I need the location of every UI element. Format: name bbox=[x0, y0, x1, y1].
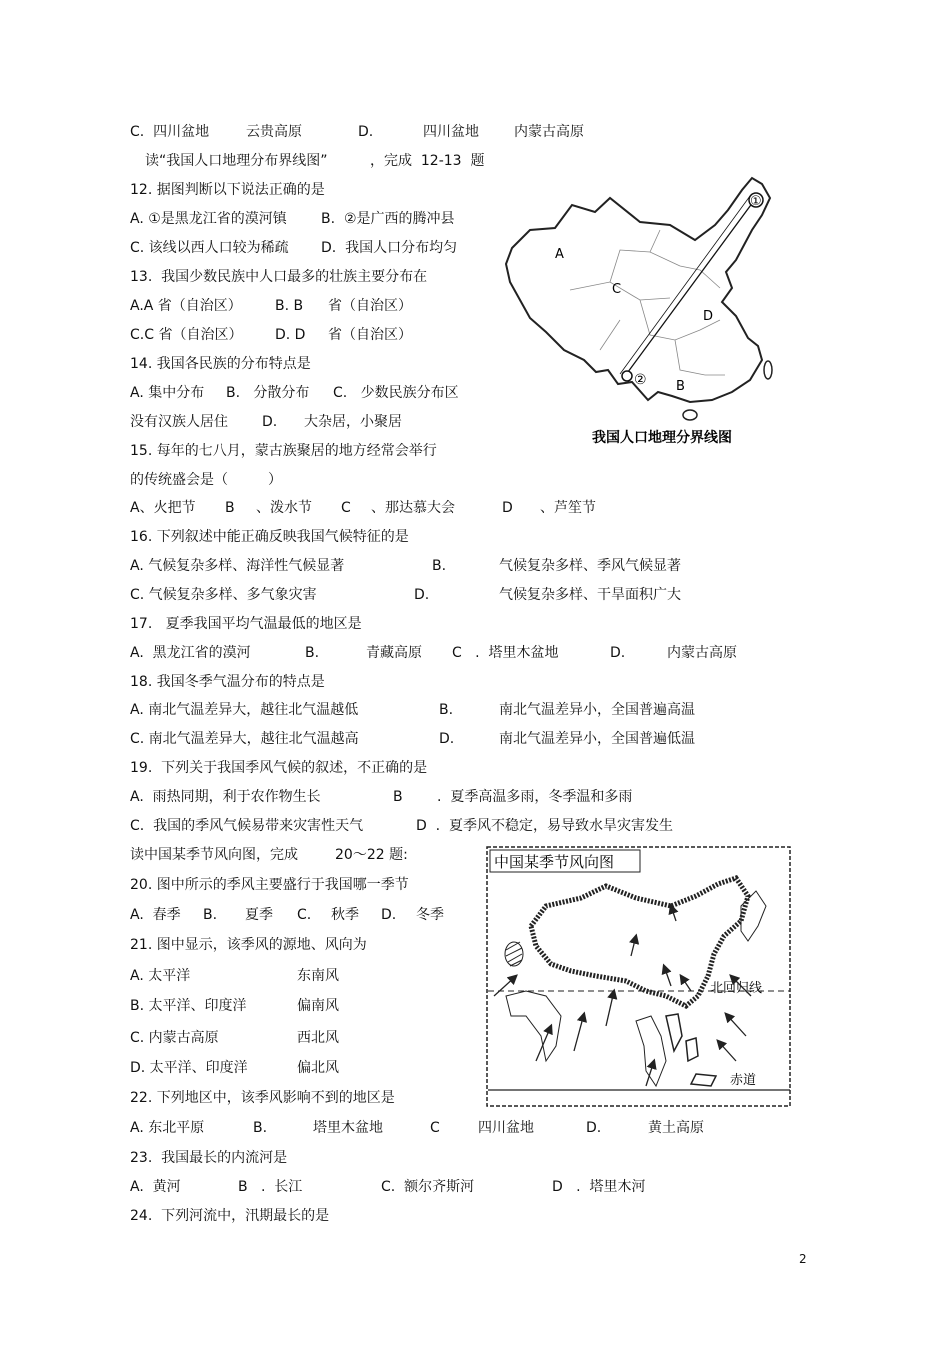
text-line-l19-0: A. 黑龙江省的漠河 bbox=[130, 645, 251, 661]
text-line-l08-2: 省（自治区） bbox=[328, 327, 412, 343]
text-line-l24-0: A. 雨热同期，利于农作物生长 bbox=[130, 789, 321, 805]
text-line-l26-0: 读中国某季节风向图，完成 bbox=[130, 847, 298, 863]
tropic-label: 北回归线 bbox=[710, 981, 763, 996]
population-line-map bbox=[500, 170, 800, 455]
text-line-l16-1: B. bbox=[432, 558, 447, 574]
text-line-l33-0: D. 太平洋、印度洋 bbox=[130, 1060, 248, 1076]
text-line-l19-2: 青藏高原 bbox=[366, 645, 422, 661]
text-line-l23-0: 19. 下列关于我国季风气候的叙述，不正确的是 bbox=[130, 760, 428, 776]
text-line-l28-0: A. 春季 bbox=[130, 907, 181, 923]
text-line-l37-3: D . 塔里木河 bbox=[552, 1179, 646, 1195]
text-line-l35-5: D. bbox=[586, 1120, 602, 1136]
text-line-l35-3: C bbox=[430, 1120, 440, 1136]
text-line-l33-1: 偏北风 bbox=[297, 1060, 339, 1076]
text-line-l10-0: A. 集中分布 bbox=[130, 385, 205, 401]
text-line-l19-3: C . 塔里木盆地 bbox=[452, 645, 559, 661]
text-line-l11-0: 没有汉族人居住 bbox=[130, 414, 228, 430]
text-line-l37-1: B . 长江 bbox=[238, 1179, 303, 1195]
text-line-l18-0: 17. 夏季我国平均气温最低的地区是 bbox=[130, 616, 362, 632]
map1-caption: 我国人口地理分界线图 bbox=[592, 430, 732, 446]
text-line-l28-3: C. bbox=[297, 907, 312, 923]
text-line-l01-0: C. 四川盆地 bbox=[130, 124, 210, 140]
china-outline bbox=[506, 178, 770, 402]
text-line-l32-1: 西北风 bbox=[297, 1030, 339, 1046]
text-line-l22-2: 南北气温差异小，全国普遍低温 bbox=[499, 731, 695, 747]
text-line-l07-0: A.A 省（自治区） bbox=[130, 298, 242, 314]
text-line-l28-2: 夏季 bbox=[245, 907, 273, 923]
text-line-l22-1: D. bbox=[439, 731, 455, 747]
text-line-l16-2: 气候复杂多样、季风气候显著 bbox=[499, 558, 681, 574]
text-line-l25-0: C. 我国的季风气候易带来灾害性天气 bbox=[130, 818, 364, 834]
text-line-l07-1: B. B bbox=[275, 298, 304, 314]
text-line-l05-0: C. 该线以西人口较为稀疏 bbox=[130, 240, 289, 256]
text-line-l22-0: C. 南北气温差异大，越往北气温越高 bbox=[130, 731, 359, 747]
text-line-l34-0: 22. 下列地区中，该季风影响不到的地区是 bbox=[130, 1090, 395, 1106]
text-line-l24-1: B bbox=[393, 789, 403, 805]
text-line-l01-3: 四川盆地 bbox=[423, 124, 479, 140]
text-line-l08-1: D. D bbox=[275, 327, 306, 343]
monsoon-wind-map bbox=[486, 846, 792, 1108]
point-2-label: ② bbox=[634, 372, 647, 388]
text-line-l17-2: 气候复杂多样、干旱面积广大 bbox=[499, 587, 681, 603]
text-line-l06-0: 13. 我国少数民族中人口最多的壮族主要分布在 bbox=[130, 269, 428, 285]
text-line-l20-0: 18. 我国冬季气温分布的特点是 bbox=[130, 674, 325, 690]
text-line-l25-1: D . 夏季风不稳定，易导致水旱灾害发生 bbox=[416, 818, 674, 834]
text-line-l15-0: 16. 下列叙述中能正确反映我国气候特征的是 bbox=[130, 529, 409, 545]
point-1-label: ① bbox=[750, 194, 762, 209]
text-line-l30-1: 东南风 bbox=[297, 968, 339, 984]
text-line-l28-5: D. bbox=[381, 907, 397, 923]
text-line-l37-0: A. 黄河 bbox=[130, 1179, 181, 1195]
text-line-l19-1: B. bbox=[305, 645, 320, 661]
text-line-l38-0: 24. 下列河流中，汛期最长的是 bbox=[130, 1208, 330, 1224]
region-d-label: D bbox=[703, 309, 714, 324]
text-line-l03-0: 12. 据图判断以下说法正确的是 bbox=[130, 182, 325, 198]
text-line-l02-0: 读“我国人口地理分布界线图” bbox=[145, 153, 328, 169]
text-line-l35-6: 黄土高原 bbox=[648, 1120, 704, 1136]
text-line-l19-5: 内蒙古高原 bbox=[667, 645, 737, 661]
text-line-l28-4: 秋季 bbox=[331, 907, 359, 923]
text-line-l14-5: D bbox=[502, 500, 513, 516]
page-number: 2 bbox=[799, 1252, 807, 1266]
text-line-l17-1: D. bbox=[414, 587, 430, 603]
text-line-l09-0: 14. 我国各民族的分布特点是 bbox=[130, 356, 311, 372]
map2-title: 中国某季节风向图 bbox=[494, 853, 615, 871]
text-line-l30-0: A. 太平洋 bbox=[130, 968, 191, 984]
text-line-l35-2: 塔里木盆地 bbox=[313, 1120, 383, 1136]
text-line-l26-1: 20～22 题: bbox=[335, 847, 408, 863]
text-line-l01-4: 内蒙古高原 bbox=[514, 124, 584, 140]
text-line-l12-0: 15. 每年的七八月，蒙古族聚居的地方经常会举行 bbox=[130, 443, 437, 459]
text-line-l14-4: 、那达慕大会 bbox=[371, 500, 455, 516]
text-line-l19-4: D. bbox=[610, 645, 626, 661]
text-line-l07-2: 省（自治区） bbox=[328, 298, 412, 314]
text-line-l11-1: D. bbox=[262, 414, 278, 430]
region-c-label: C bbox=[612, 282, 622, 297]
text-line-l29-0: 21. 图中显示，该季风的源地、风向为 bbox=[130, 937, 367, 953]
text-line-l17-0: C. 气候复杂多样、多气象灾害 bbox=[130, 587, 317, 603]
text-line-l27-0: 20. 图中所示的季风主要盛行于我国哪一季节 bbox=[130, 877, 409, 893]
text-line-l08-0: C.C 省（自治区） bbox=[130, 327, 243, 343]
text-line-l35-4: 四川盆地 bbox=[478, 1120, 534, 1136]
text-line-l04-1: B. ②是广西的腾冲县 bbox=[321, 211, 455, 227]
text-line-l21-0: A. 南北气温差异大，越往北气温越低 bbox=[130, 702, 359, 718]
text-line-l14-6: 、芦笙节 bbox=[540, 500, 596, 516]
map2-frame bbox=[487, 847, 790, 1106]
text-line-l11-2: 大杂居，小聚居 bbox=[304, 414, 402, 430]
text-line-l16-0: A. 气候复杂多样、海洋性气候显著 bbox=[130, 558, 345, 574]
text-line-l10-1: B. 分散分布 bbox=[226, 385, 310, 401]
text-line-l14-3: C bbox=[341, 500, 351, 516]
hu-line bbox=[625, 198, 756, 376]
text-line-l02-1: ，完成 12-13 题 bbox=[370, 153, 485, 169]
text-line-l37-2: C. 额尔齐斯河 bbox=[381, 1179, 475, 1195]
text-line-l14-0: A、火把节 bbox=[130, 500, 196, 516]
text-line-l14-2: 、泼水节 bbox=[256, 500, 312, 516]
text-line-l13-0: 的传统盛会是（ ） bbox=[130, 472, 283, 488]
text-line-l28-6: 冬季 bbox=[416, 907, 444, 923]
text-line-l01-1: 云贵高原 bbox=[246, 124, 302, 140]
text-line-l01-2: D. bbox=[358, 124, 374, 140]
text-line-l05-1: D. 我国人口分布均匀 bbox=[321, 240, 458, 256]
text-line-l31-0: B. 太平洋、印度洋 bbox=[130, 998, 247, 1014]
text-line-l35-0: A. 东北平原 bbox=[130, 1120, 205, 1136]
text-line-l32-0: C. 内蒙古高原 bbox=[130, 1030, 219, 1046]
text-line-l21-2: 南北气温差异小，全国普遍高温 bbox=[499, 702, 695, 718]
text-line-l31-1: 偏南风 bbox=[297, 998, 339, 1014]
text-line-l24-2: . 夏季高温多雨，冬季温和多雨 bbox=[437, 789, 633, 805]
region-b-label: B bbox=[676, 379, 685, 394]
text-line-l35-1: B. bbox=[253, 1120, 268, 1136]
equator-label: 赤道 bbox=[730, 1073, 757, 1088]
region-a-label: A bbox=[555, 247, 564, 262]
text-line-l28-1: B. bbox=[203, 907, 218, 923]
text-line-l21-1: B. bbox=[439, 702, 454, 718]
text-line-l14-1: B bbox=[225, 500, 235, 516]
text-line-l04-0: A. ①是黑龙江省的漠河镇 bbox=[130, 211, 287, 227]
text-line-l10-2: C. 少数民族分布区 bbox=[333, 385, 459, 401]
text-line-l36-0: 23. 我国最长的内流河是 bbox=[130, 1150, 288, 1166]
